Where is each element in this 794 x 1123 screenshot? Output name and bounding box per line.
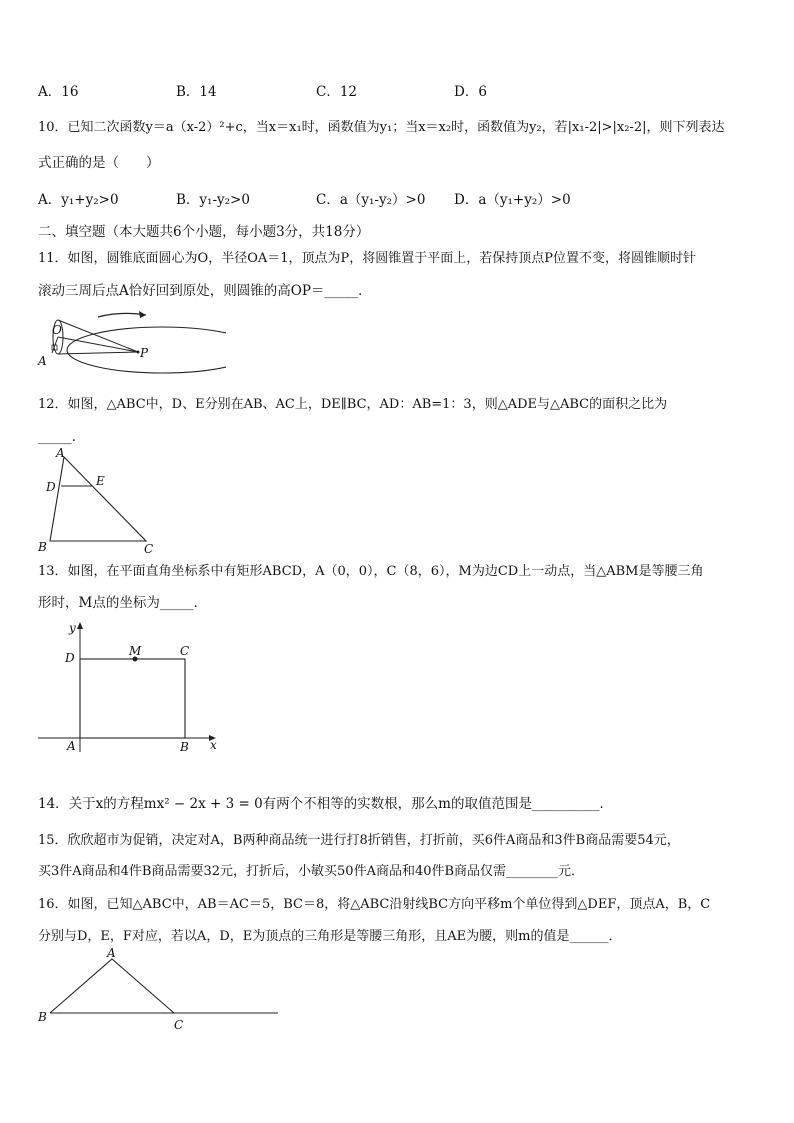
q13-label-x: x [210, 738, 217, 752]
section-heading: 二、填空题（本大题共6个小题，每小题3分，共18分） [38, 224, 370, 240]
q10-text-line2: 式正确的是（ ） [38, 155, 160, 171]
cone-label-o: O [52, 323, 62, 337]
q16-label-a: A [107, 946, 116, 960]
q15-text-line1: 15．欣欣超市为促销，决定对A，B两种商品统一进行打8折销售，打折前，买6件A商品和3件B商品需要54元， [38, 833, 680, 848]
cone-label-a: A [38, 354, 47, 368]
q11-text-line1: 11．如图，圆锥底面圆心为O，半径OA＝1，顶点为P，将圆锥置于平面上，若保持顶点P位置不变，将圆锥顺时针 [38, 251, 697, 266]
q13-label-d: D [65, 651, 75, 665]
q13-label-b: B [180, 740, 189, 754]
q16-text-line2: 分别与D，E，F对应，若以A，D，E为顶点的三角形是等腰三角形，且AE为腰，则m的值是______． [38, 929, 622, 944]
q13-label-a: A [67, 739, 76, 753]
triangle-figure-q16 [34, 945, 284, 1035]
q13-label-y: y [69, 621, 76, 635]
triangle-figure-q12 [30, 445, 170, 557]
q12-label-e: E [96, 474, 105, 488]
q16-text-line1: 16．如图，已知△ABC中，AB＝AC＝5，BC＝8，将△ABC沿射线BC方向平移m个单位得到△DEF，顶点A，B，C [38, 897, 711, 912]
cone-figure [36, 305, 226, 377]
q13-text-line2: 形时，M点的坐标为_____． [38, 595, 208, 611]
q13-label-m: M [129, 644, 142, 658]
q13-label-c: C [180, 644, 190, 658]
q10-option-c: C．a（y₁-y₂）>0 [316, 192, 426, 208]
cone-label-p: P [140, 346, 149, 360]
q10-option-b: B．y₁-y₂>0 [176, 192, 250, 208]
q9-option-a: A．16 [38, 84, 79, 100]
q11-text-line2: 滚动三周后点A恰好回到原处，则圆锥的高OP＝_____． [38, 283, 372, 299]
coordinate-figure-q13 [34, 618, 224, 758]
q16-label-c: C [174, 1018, 184, 1032]
q16-label-b: B [38, 1010, 47, 1024]
q12-text-line2: _____． [38, 429, 86, 445]
q12-label-c: C [144, 542, 154, 556]
q9-option-d: D．6 [454, 84, 487, 100]
q14-text-line1: 14．关于x的方程mx² − 2x + 3 = 0有两个不相等的实数根，那么m的取值范围是__________． [38, 796, 613, 812]
q10-option-d: D．a（y₁+y₂）>0 [454, 192, 571, 208]
q10-text-line1: 10．已知二次函数y＝a（x-2）²+c，当x＝x₁时，函数值为y₁；当x＝x₂时，函数值为y₂，若|x₁-2|>|x₂-2|，则下列表达 [38, 120, 725, 135]
q9-option-c: C．12 [316, 84, 358, 100]
q12-text-line1: 12．如图，△ABC中，D、E分别在AB、AC上，DE∥BC，AD：AB=1：3，则△ADE与△ABC的面积之比为 [38, 397, 668, 412]
q10-option-a: A．y₁+y₂>0 [38, 192, 119, 208]
q13-text-line1: 13．如图，在平面直角坐标系中有矩形ABCD，A（0，0），C（8，6），M为边CD上一动点，当△ABM是等腰三角 [38, 564, 704, 579]
q15-text-line2: 买3件A商品和4件B商品需要32元，打折后，小敏买50件A商品和40件B商品仅需________元． [38, 864, 585, 879]
q12-label-a: A [56, 446, 65, 460]
q12-label-b: B [38, 540, 47, 554]
q9-option-b: B．14 [176, 84, 217, 100]
q12-label-d: D [46, 480, 56, 494]
